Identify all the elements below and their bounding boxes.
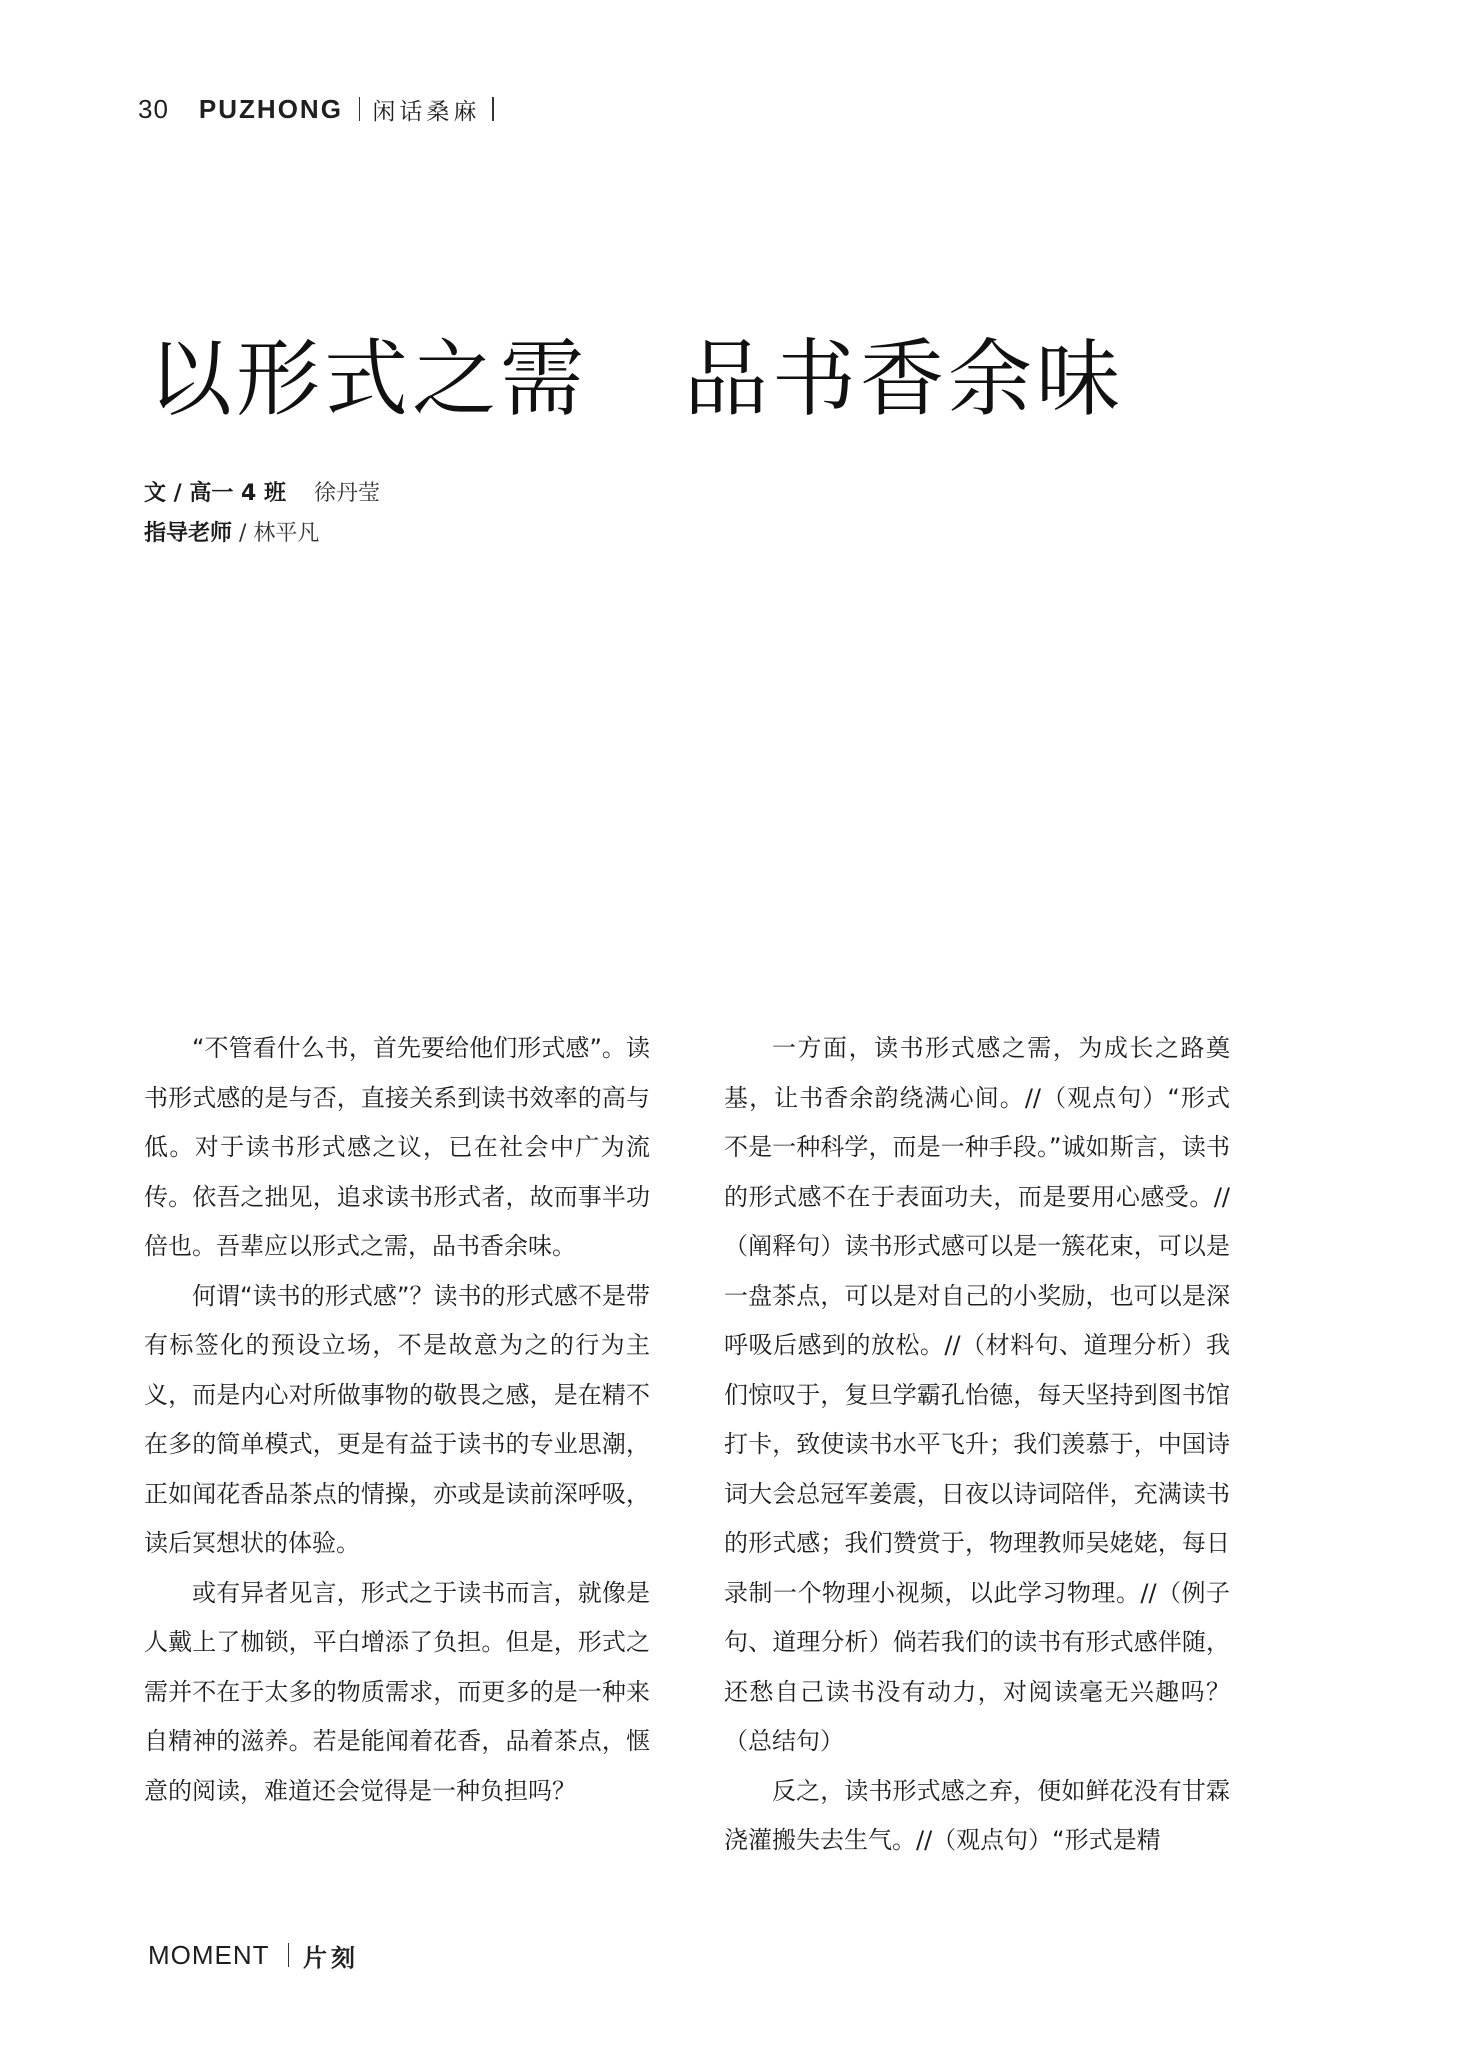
article-title-part1: 以形式之需 (148, 330, 589, 428)
paragraph: 反之，读书形式感之弃，便如鲜花没有甘霖浇灌搬失去生气。//（观点句）“形式是精 (724, 1776, 1230, 1854)
article-title (148, 312, 1124, 433)
article-title-part2: 品书香余味 (684, 330, 1125, 428)
right-column (724, 1024, 1230, 1866)
section-name: 闲话桑麻 (372, 98, 481, 125)
paragraph: “不管看什么书，首先要给他们形式感”。读书形式感的是与否，直接关系到读书效率的高与低。对于读书形式感之议，已在社会中广为流传。依吾之拙见，追求读书形式者，故而事半功倍也。吾辈应以形式之需，品书香余味。 (144, 1034, 650, 1260)
page-number: 30 (138, 93, 169, 124)
footer-section: 片刻 (303, 1943, 360, 1972)
footer-divider (288, 1943, 290, 1967)
header-divider-end (492, 97, 494, 121)
byline (144, 474, 380, 554)
paragraph: 一方面，读书形式感之需，为成长之路奠基，让书香余韵绕满心间。//（观点句）“形式不是一种科学，而是一种手段。”诚如斯言，读书的形式感不在于表面功夫，而是要用心感受。//（阐释句）读书形式感可以是一簇花束，可以是一盘茶点，可以是对自己的小奖励，也可以是深呼吸后感到的放松。//（材料句、道理分析）我们惊叹于，复旦学霸孔怡德，每天坚持到图书馆打卡，致使读书水平飞升；我们羡慕于，中国诗词大会总冠军姜震，日夜以诗词陪伴，充满读书的形式感；我们赞赏于，物理教师吴姥姥，每日录制一个物理小视频，以此学习物理。//（例子句、道理分析）倘若我们的读书有形式感伴随，还愁自己读书没有动力，对阅读毫无兴趣吗？（总结句） (724, 1034, 1230, 1755)
mentor-name: / 林平凡 (232, 521, 320, 546)
paragraph: 何谓“读书的形式感”？读书的形式感不是带有标签化的预设立场，不是故意为之的行为主义，而是内心对所做事物的敬畏之感，是在精不在多的简单模式，更是有益于读书的专业思潮，正如闻花香品茶点的情操，亦或是读前深呼吸，读后冥想状的体验。 (144, 1281, 650, 1557)
mentor-line (144, 514, 380, 554)
page-footer (148, 1938, 359, 1972)
footer-label: MOMENT (148, 1939, 270, 1970)
header-divider (359, 97, 361, 121)
author-label: 文 / 高一 4 班 (144, 481, 286, 506)
mentor-label: 指导老师 (144, 521, 233, 546)
magazine-brand: PUZHONG (198, 93, 343, 124)
paragraph: 或有异者见言，形式之于读书而言，就像是人戴上了枷锁，平白增添了负担。但是，形式之需并不在于太多的物质需求，而更多的是一种来自精神的滋养。若是能闻着花香，品着茶点，惬意的阅读，难道还会觉得是一种负担吗？ (144, 1578, 650, 1805)
left-column (144, 1024, 650, 1816)
author-name: 徐丹莹 (313, 481, 380, 506)
author-line (144, 474, 380, 514)
page-header (138, 92, 494, 126)
